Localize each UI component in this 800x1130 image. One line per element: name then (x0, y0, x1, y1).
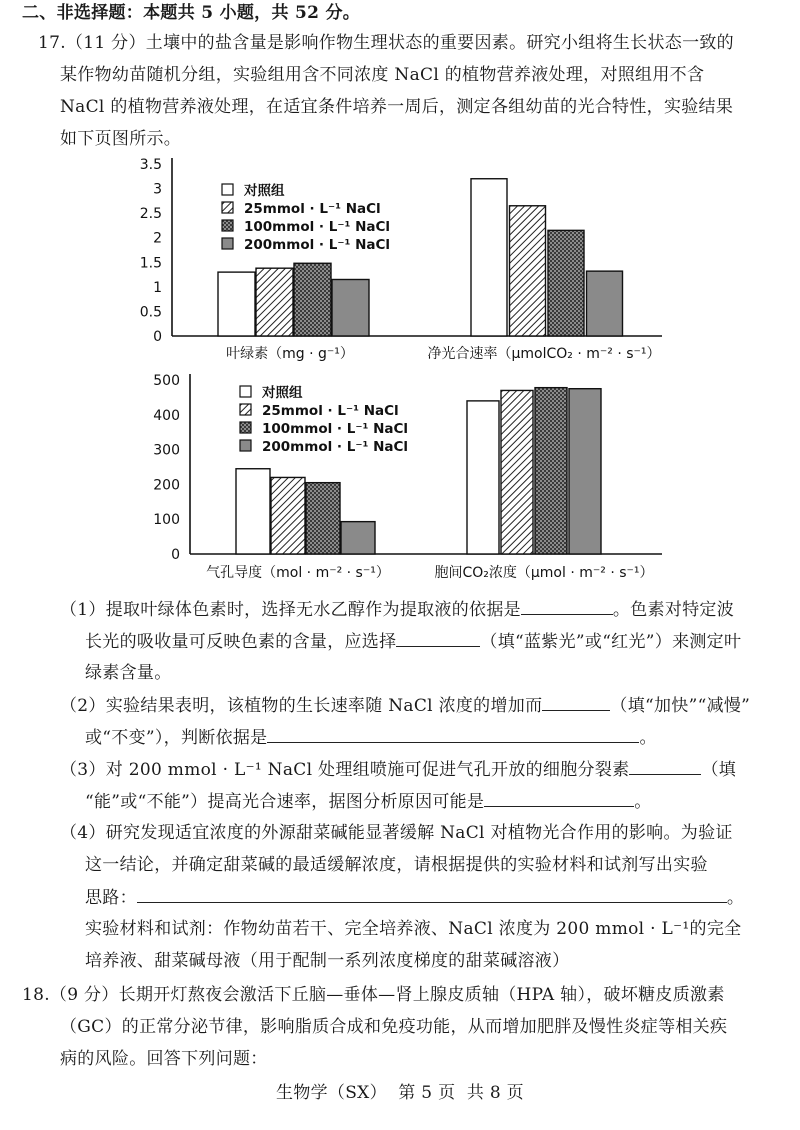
bar (271, 477, 305, 554)
q17-1-line-3: 绿素含量。 (85, 663, 172, 683)
legend-label: 25mmol · L⁻¹ NaCl (244, 201, 381, 217)
legend-label: 100mmol · L⁻¹ NaCl (262, 421, 409, 437)
bar (501, 390, 533, 554)
q17-1-line-2 (85, 630, 741, 653)
legend-swatch (222, 202, 233, 213)
chart-photosynthesis (140, 157, 662, 362)
q17-line-2: 某作物幼苗随机分组，实验组用含不同浓度 NaCl 的植物营养液处理，对照组用不含 (60, 65, 705, 85)
q17-3-text-d: 。 (634, 792, 652, 812)
q17-4-text-a: 思路： (85, 888, 137, 908)
bar (548, 230, 584, 336)
y-tick-label: 1.5 (139, 255, 162, 272)
y-tick-label: 0 (171, 547, 180, 563)
q17-line-3: NaCl 的植物营养液处理，在适宜条件培养一周后，测定各组幼苗的光合特性，实验结果 (60, 97, 734, 117)
bar (510, 206, 546, 336)
q17-3-text-b: （填 (701, 760, 737, 780)
category-label: 气孔导度（mol · m⁻² · s⁻¹） (206, 565, 390, 581)
legend-label: 100mmol · L⁻¹ NaCl (244, 219, 391, 235)
q17-3-line-1 (60, 758, 736, 781)
bar (535, 388, 567, 554)
bar (341, 522, 375, 554)
q17-2-text-b: （填“加快”“减慢” (610, 696, 751, 716)
legend-swatch (222, 238, 233, 249)
q17-3-text-c: “能”或“不能”）提高光合速率，据图分析原因可能是 (85, 792, 485, 812)
answer-blank-1b[interactable] (396, 630, 480, 647)
legend-label: 200mmol · L⁻¹ NaCl (244, 237, 391, 253)
y-tick-label: 100 (153, 512, 180, 529)
category-label: 净光合速率（μmolCO₂ · m⁻² · s⁻¹） (427, 346, 661, 362)
bar (256, 268, 293, 336)
y-tick-label: 3.5 (139, 157, 162, 173)
legend-swatch (240, 422, 251, 433)
q17-1-line-1 (60, 598, 734, 621)
figure (0, 150, 800, 590)
legend-label: 25mmol · L⁻¹ NaCl (262, 403, 399, 419)
legend-label: 200mmol · L⁻¹ NaCl (262, 439, 409, 455)
bar (471, 179, 507, 336)
bar (294, 263, 331, 336)
legend-label: 对照组 (262, 385, 303, 401)
legend-label: 对照组 (244, 183, 285, 199)
y-tick-label: 200 (153, 477, 180, 494)
q17-4-line-3 (85, 886, 744, 909)
q17-2-line-1 (60, 694, 750, 717)
y-tick-label: 2 (153, 230, 162, 247)
q17-2-text-a: （2）实验结果表明，该植物的生长速率随 NaCl 浓度的增加而 (60, 696, 543, 716)
legend (240, 384, 408, 455)
q17-2-text-c: 或“不变”），判断依据是 (85, 728, 268, 748)
q18-line-1: 18.（9 分）长期开灯熬夜会激活下丘脑—垂体—肾上腺皮质轴（HPA 轴），破坏糖皮质激素 (22, 985, 725, 1005)
bar (587, 271, 623, 336)
answer-blank-3a[interactable] (629, 758, 701, 775)
y-tick-label: 0 (153, 329, 162, 345)
answer-blank-3b[interactable] (484, 790, 634, 807)
category-label: 胞间CO₂浓度（μmol · m⁻² · s⁻¹） (434, 565, 654, 581)
y-tick-label: 300 (153, 442, 180, 459)
bar (218, 272, 255, 336)
legend (222, 182, 390, 253)
q18-line-3: 病的风险。回答下列问题： (60, 1049, 268, 1069)
answer-blank-1a[interactable] (521, 598, 613, 615)
q17-1-text-b: 。色素对特定波 (612, 600, 735, 620)
q18-line-2: （GC）的正常分泌节律，影响脂质合成和免疫功能，从而增加肥胖及慢性炎症等相关疾 (60, 1017, 728, 1037)
bar (306, 483, 340, 554)
q17-line-4: 如下页图所示。 (60, 129, 182, 149)
q17-4-text-b: 。 (726, 888, 745, 908)
q17-3-text-a: （3）对 200 mmol · L⁻¹ NaCl 处理组喷施可促进气孔开放的细胞分裂素 (60, 760, 630, 780)
q17-line-1: 17.（11 分）土壤中的盐含量是影响作物生理状态的重要因素。研究小组将生长状态一致的 (38, 33, 734, 53)
answer-blank-2a[interactable] (542, 694, 610, 711)
legend-swatch (222, 184, 233, 195)
answer-blank-4[interactable] (137, 886, 727, 903)
legend-swatch (240, 440, 251, 451)
q17-1-text-d: （填“蓝紫光”或“红光”）来测定叶 (480, 632, 742, 652)
page-footer: 生物学（SX） 第 5 页 共 8 页 (276, 1083, 524, 1103)
y-tick-label: 1 (153, 279, 162, 296)
q17-1-text-c: 长光的吸收量可反映色素的含量，应选择 (85, 632, 397, 652)
legend-swatch (240, 386, 251, 397)
q17-4-line-2: 这一结论，并确定甜菜碱的最适缓解浓度，请根据提供的实验材料和试剂写出实验 (85, 855, 708, 875)
y-tick-label: 400 (153, 407, 180, 424)
q17-3-line-2 (85, 790, 652, 813)
legend-swatch (222, 220, 233, 231)
y-tick-label: 500 (153, 373, 180, 389)
bar (569, 389, 601, 554)
bar (236, 469, 270, 554)
chart-stomata (153, 373, 662, 581)
legend-swatch (240, 404, 251, 415)
y-tick-label: 0.5 (139, 304, 162, 321)
y-tick-label: 2.5 (139, 206, 162, 223)
category-label: 叶绿素（mg · g⁻¹） (226, 346, 354, 362)
q17-4-materials-2: 培养液、甜菜碱母液（用于配制一系列浓度梯度的甜菜碱溶液） (85, 951, 570, 971)
q17-2-line-2 (85, 726, 657, 749)
q17-4-materials-1: 实验材料和试剂：作物幼苗若干、完全培养液、NaCl 浓度为 200 mmol · L⁻¹的完全 (85, 919, 742, 939)
answer-blank-2b[interactable] (267, 726, 639, 743)
bar (467, 401, 499, 554)
section-heading: 二、非选择题：本题共 5 小题，共 52 分。 (22, 3, 361, 23)
q17-1-text-a: （1）提取叶绿体色素时，选择无水乙醇作为提取液的依据是 (60, 600, 521, 620)
bar (332, 279, 369, 336)
q17-2-text-d: 。 (639, 728, 657, 748)
q17-4-line-1: （4）研究发现适宜浓度的外源甜菜碱能显著缓解 NaCl 对植物光合作用的影响。为验证 (60, 823, 733, 843)
y-tick-label: 3 (153, 181, 162, 198)
